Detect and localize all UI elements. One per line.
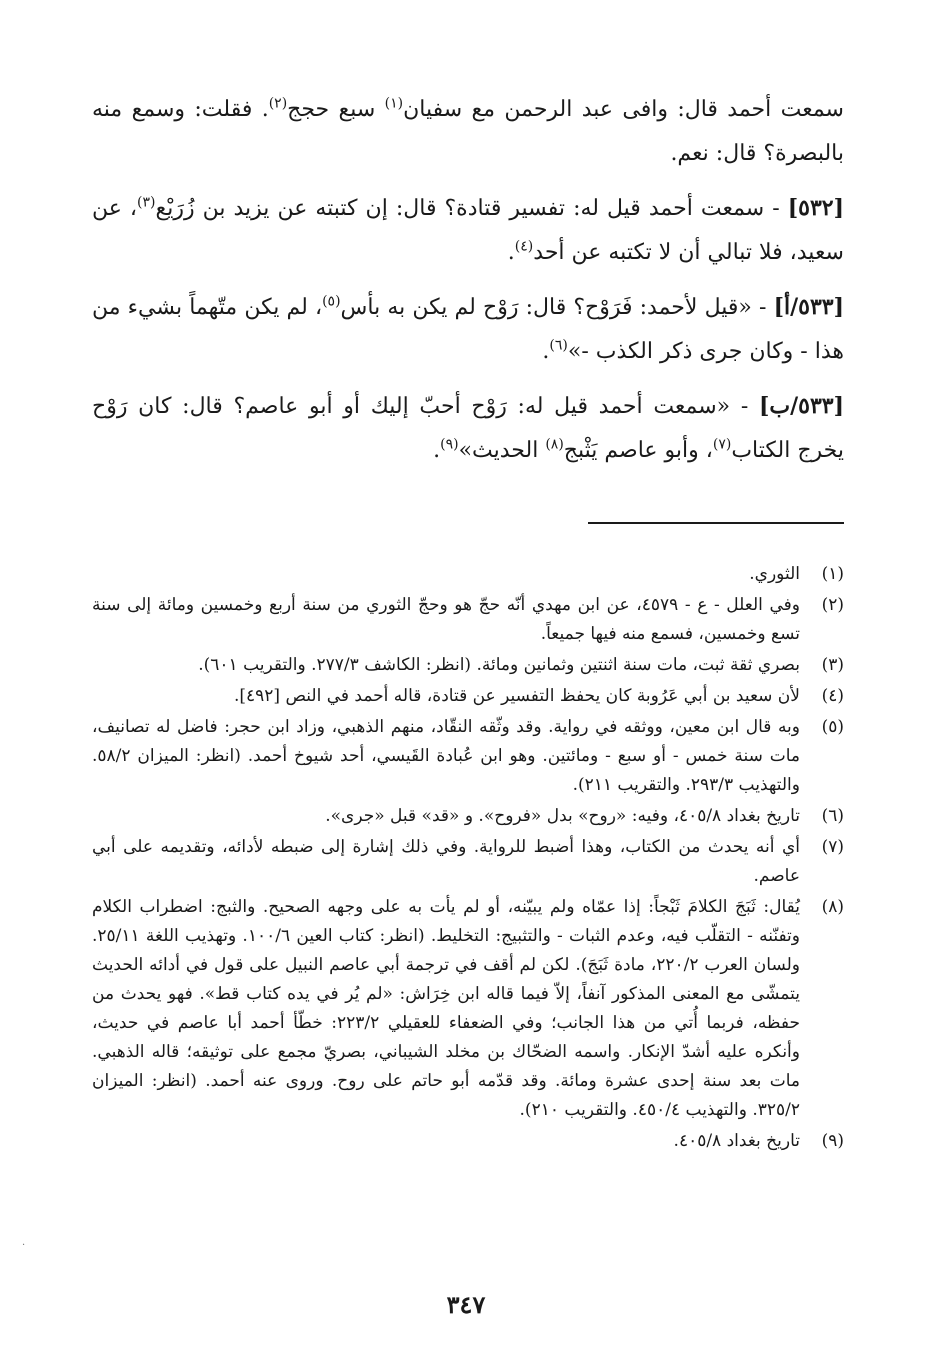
footnote-number: (٢) [821, 595, 844, 615]
footnote-4 [92, 682, 844, 711]
footnote-divider [588, 522, 844, 524]
footnote-number: (١) [821, 564, 844, 584]
main-text [92, 88, 844, 483]
entry-number: [٥٣٣/ب] [758, 393, 844, 419]
footnote-text: الثوري. [749, 564, 800, 584]
footnote-text: لأن سعيد بن أبي عَرُوبة كان يحفظ التفسير عن قتادة، قاله أحمد في النص [٤٩٢]. [233, 686, 800, 706]
footnote-2 [92, 591, 844, 649]
footnote-ref: (٢) [268, 95, 288, 112]
footnote-ref: (٦) [549, 337, 568, 354]
footnote-9 [92, 1127, 844, 1156]
entry-532: [٥٣٢] - سمعت أحمد قيل له: تفسير قتادة؟ قال: إن كتبته عن يزيد بن زُرَيْع$^{(٣)}$، عن سعيد، فلا تبالي أن لا تكتبه عن أحد$^{(٤)}$. [92, 194, 844, 265]
footnote-ref: (٨) [545, 436, 564, 453]
footnote-ref: (١) [384, 95, 404, 112]
footnote-text: وبه قال ابن معين، ووثقه في رواية. وقد وثّقه النقّاد، منهم الذهبي، وزاد ابن حجر: فاضل له تصانيف، مات سنة خمس - أو سبع - ومائتين. وهو ابن عُبادة القَيسي، أحد شيوخ أحمد. (انظر: الميزان ٥٨/٢. والتهذيب ٢٩٣/٣. والتقريب ٢١١). [92, 717, 800, 795]
footnote-ref: (٧) [712, 436, 732, 453]
footnote-6 [92, 802, 844, 831]
footnote-text: يُقال: ثَبَجَ الكلامَ ثَبْجاً: إذا عمّاه ولم يبيّنه، أو لم يأت به على وجهه الصحيح. والثبج: اضطراب الكلام وتفنّنه - التقلّب فيه، وعدم الثبات - والتثبيج: التخليط. (انظر: كتاب العين ١٠٠/٦. وتهذيب اللغة ٢٥/١١. ولسان العرب ٢٢٠/٢، مادة ثَبَجَ). لكن لم أقف في ترجمة أبي عاصم النبيل على قول في أدائه الحديث يتمشّى مع المعنى المذكور آنفاً، إلاّ فيما قاله ابن خِرَاش: «لم يُر في يده كتاب قط». فهو يحدث من حفظه، فربما أُتي من هذا الجانب؛ وفي الضعفاء للعقيلي ٢٢٣/٢: خطّأ أحمد أبا عاصم في حديث، وأنكره عليه أشدّ الإنكار. واسمه الضحّاك بن مخلد الشيباني، بصريّ مجمع على توثيقه؛ قاله الذهبي. مات بعد سنة إحدى عشرة ومائة. وقد قدّمه أبو حاتم على روح. وروى عنه أحمد. (انظر: الميزان ٣٢٥/٢. والتهذيب ٤٥٠/٤. والتقريب ٢١٠). [92, 897, 801, 1120]
entry-number: [٥٣٢] [787, 195, 844, 221]
footnote-number: (٤) [821, 686, 844, 706]
footnote-ref: (٤) [514, 238, 534, 255]
footnote-text: بصري ثقة ثبت، مات سنة اثنتين وثمانين ومائة. (انظر: الكاشف ٢٧٧/٣. والتقريب ٦٠١). [198, 655, 800, 675]
footnote-number: (٣) [821, 655, 844, 675]
footnote-ref: (٥) [322, 293, 341, 310]
footnotes [92, 560, 844, 1158]
footnote-1 [92, 560, 844, 589]
scan-mark: · [22, 1240, 26, 1251]
footnote-ref: (٩) [440, 436, 459, 453]
footnote-text: وفي العلل - ع - ٤٥٧٩، عن ابن مهدي أنّه حجّ هو وحجّ الثوري من سنة أربع وخمسين ومائة إلى سنة تسع وخمسين، فسمع منه فيها جميعاً. [92, 595, 800, 644]
footnote-ref: (٣) [137, 194, 156, 211]
footnote-text: تاريخ بغداد ٤٠٥/٨، وفيه: «روح» بدل «فروح». و «قد» قبل «جرى». [325, 806, 800, 826]
footnote-text: تاريخ بغداد ٤٠٥/٨. [673, 1131, 800, 1151]
entry-number: [٥٣٣/أ] [773, 294, 844, 320]
footnote-8 [92, 893, 844, 1125]
footnote-5 [92, 713, 844, 800]
paragraph-continuation: سمعت أحمد قال: وافى عبد الرحمن مع سفيان$^{(١)}$ سبع حجج$^{(٢)}$. فقلت: وسمع منه بالبصرة؟ قال: نعم. [92, 95, 844, 166]
footnote-number: (٨) [821, 897, 844, 917]
footnote-7 [92, 833, 844, 891]
footnote-number: (٧) [821, 837, 844, 857]
footnote-number: (٦) [821, 806, 844, 826]
page-number: ٣٤٧ [446, 1290, 486, 1319]
entry-533b: [٥٣٣/ب] - «سمعت أحمد قيل له: رَوْح أحبّ إليك أو أبو عاصم؟ قال: كان رَوْح يخرج الكتاب$^{(٧)}$، وأبو عاصم يَثْبج$^{(٨)}$ الحديث»$^{(٩)}$. [92, 393, 844, 463]
footnote-3 [92, 651, 844, 680]
footnote-number: (٥) [821, 717, 844, 737]
footnote-text: أي أنه يحدث من الكتاب، وهذا أضبط للرواية. وفي ذلك إشارة إلى ضبطه لأدائه، وتقديمه على أبي عاصم. [92, 837, 800, 886]
entry-533a: [٥٣٣/أ] - «قيل لأحمد: فَرَوْح؟ قال: رَوْح لم يكن به بأس$^{(٥)}$، لم يكن متّهماً بشيء من هذا - وكان جرى ذكر الكذب -»$^{(٦)}$. [92, 293, 844, 364]
footnote-number: (٩) [821, 1131, 844, 1151]
